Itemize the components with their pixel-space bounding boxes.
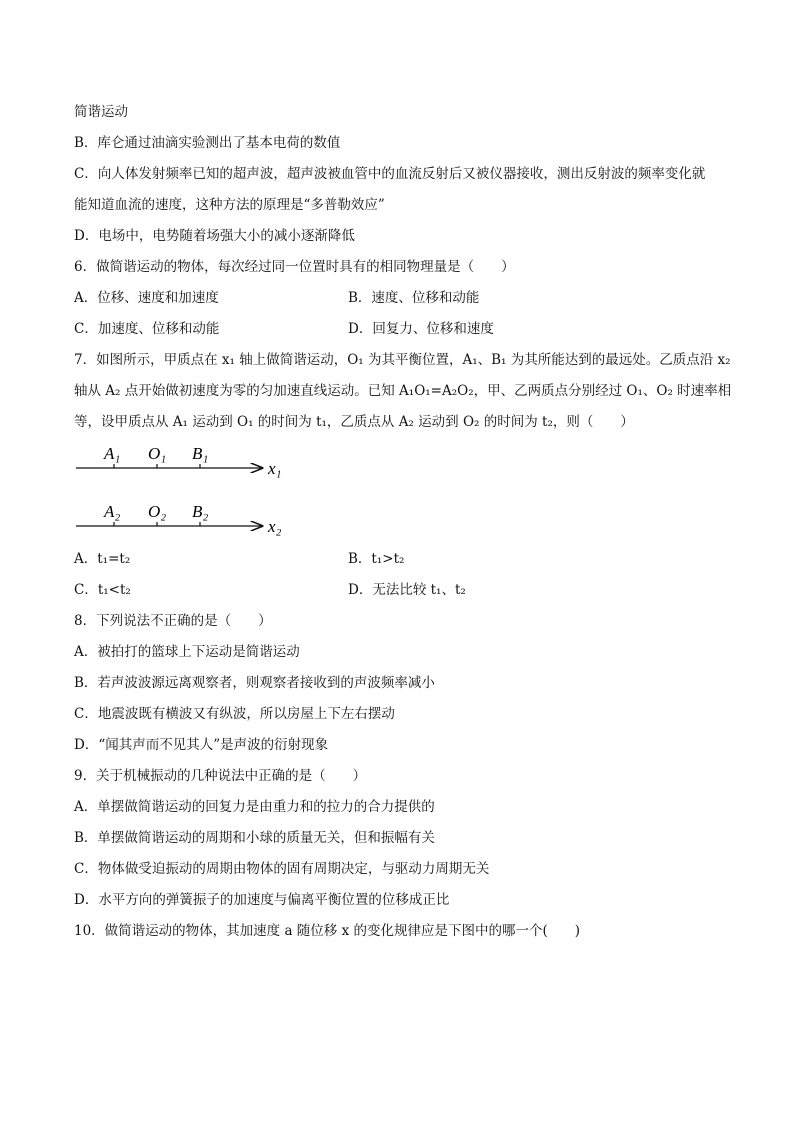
q7-option-a: A．t₁=t₂ — [74, 551, 131, 567]
option-b: B．库仑通过油滴实验测出了基本电荷的数值 — [74, 135, 341, 151]
q8-option-d: D．“闻其声而不见其人”是声波的衍射现象 — [74, 737, 329, 753]
q8-option-c: C．地震波既有横波又有纵波，所以房屋上下左右摆动 — [74, 706, 395, 722]
option-c: C．向人体发射频率已知的超声波，超声波被血管中的血流反射后又被仪器接收，测出反射波的频率变化就 — [74, 166, 706, 182]
q9-option-d: D．水平方向的弹簧振子的加速度与偏离平衡位置的位移成正比 — [74, 892, 450, 908]
q9-option-a: A．单摆做简谐运动的回复力是由重力和的拉力的合力提供的 — [74, 799, 435, 815]
q6-option-c: C．加速度、位移和动能 — [74, 321, 220, 337]
question-10: 10．做简谐运动的物体，其加速度 a 随位移 x 的变化规律应是下图中的哪一个( ) — [74, 923, 581, 939]
question-9: 9．关于机械振动的几种说法中正确的是（ ） — [74, 768, 367, 784]
question-6: 6．做简谐运动的物体，每次经过同一位置时具有的相同物理量是（ ） — [74, 259, 515, 275]
axis-label-x1: x₁ — [268, 459, 282, 478]
label-b2: B₂ — [192, 502, 209, 521]
option-d: D．电场中，电势随着场强大小的减小逐渐降低 — [74, 228, 355, 244]
label-a2: A₂ — [104, 502, 121, 521]
q6-option-b: B．速度、位移和动能 — [348, 290, 480, 306]
text-line: 能知道血流的速度，这种方法的原理是“多普勒效应” — [74, 197, 385, 213]
label-o1: O₁ — [148, 444, 167, 463]
question-7-line2: 轴从 A₂ 点开始做初速度为零的匀加速直线运动。已知 A₁O₁=A₂O₂，甲、乙两质点分别经过 O₁、O₂ 时速率相 — [74, 383, 732, 399]
label-b1: B₁ — [192, 444, 209, 463]
question-7-line3: 等，设甲质点从 A₁ 运动到 O₁ 的时间为 t₁，乙质点从 A₂ 运动到 O₂ 的时间为 t₂，则（ ） — [74, 414, 634, 430]
label-a1: A₁ — [104, 444, 121, 463]
q6-option-d: D．回复力、位移和速度 — [348, 321, 494, 337]
q7-option-d: D．无法比较 t₁、t₂ — [348, 582, 466, 598]
q7-option-c: C．t₁<t₂ — [74, 582, 131, 598]
q6-option-a: A．位移、速度和加速度 — [74, 290, 219, 306]
question-7-line1: 7．如图所示，甲质点在 x₁ 轴上做简谐运动，O₁ 为其平衡位置，A₁、B₁ 为其所能达到的最远处。乙质点沿 x₂ — [74, 352, 731, 368]
q8-option-a: A．被拍打的篮球上下运动是简谐运动 — [74, 644, 300, 660]
q7-option-b: B．t₁>t₂ — [348, 551, 405, 567]
q8-option-b: B．若声波波源远离观察者，则观察者接收到的声波频率减小 — [74, 675, 435, 691]
axis-figure — [70, 440, 310, 540]
q9-option-b: B．单摆做简谐运动的周期和小球的质量无关，但和振幅有关 — [74, 830, 435, 846]
axis-label-x2: x₂ — [268, 517, 282, 536]
label-o2: O₂ — [148, 502, 167, 521]
text-line: 简谐运动 — [74, 104, 128, 120]
q9-option-c: C．物体做受迫振动的周期由物体的固有周期决定，与驱动力周期无关 — [74, 861, 490, 877]
question-8: 8．下列说法不正确的是（ ） — [74, 613, 272, 629]
